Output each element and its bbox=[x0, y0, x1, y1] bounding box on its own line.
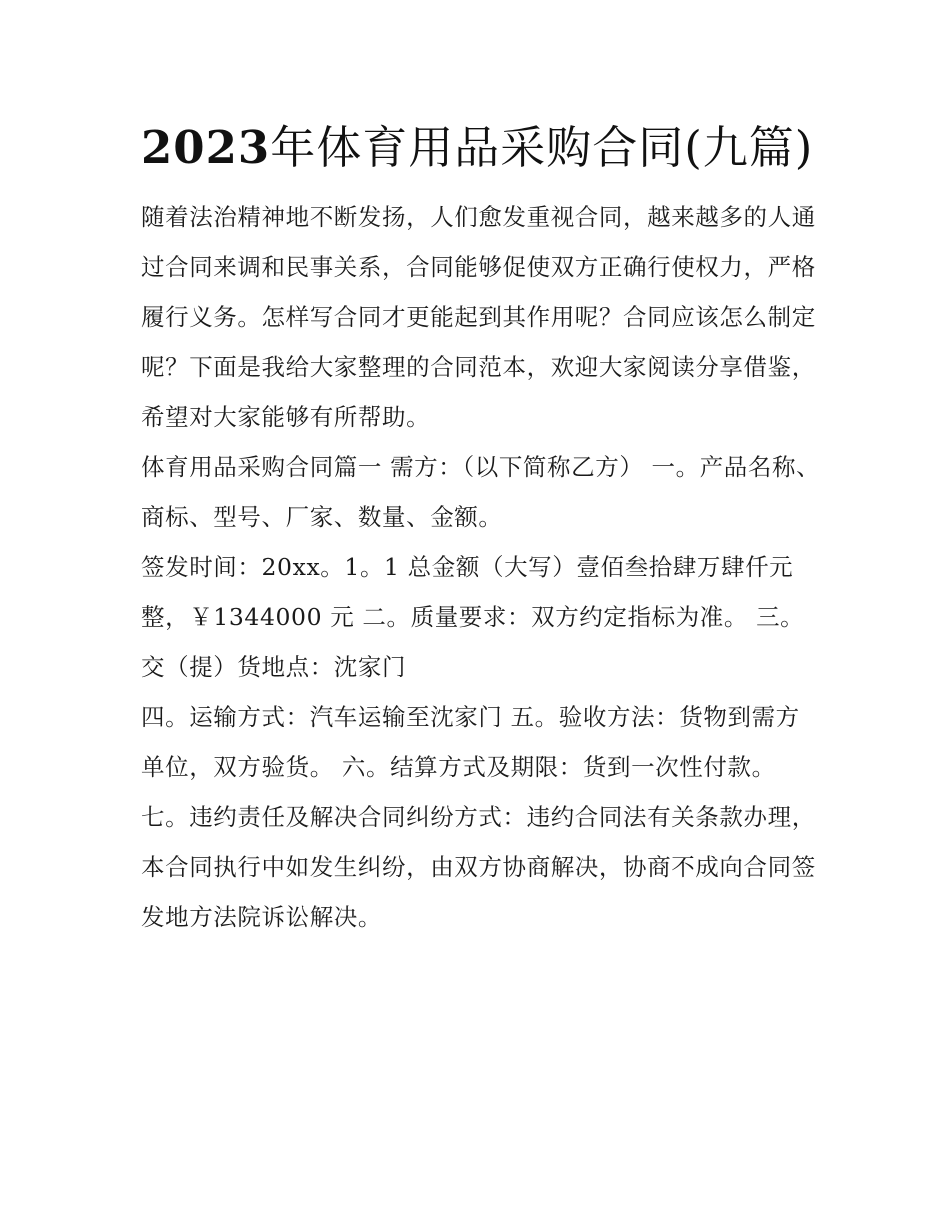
contract-paragraph-product: 体育用品采购合同篇一 需方：（以下简称乙方） 一。产品名称、商标、型号、厂家、数量、金额。 bbox=[141, 453, 821, 531]
contract-paragraph-liability: 七。违约责任及解决合同纠纷方式：违约合同法有关条款办理，本合同执行中如发生纠纷，由双方协商解决，协商不成向合同签发地方法院诉讼解决。 bbox=[141, 803, 816, 931]
title-year: 2023 bbox=[141, 121, 271, 174]
contract-paragraph-amount: 签发时间：20xx。1。1 总金额（大写）壹佰叁拾肆万肆仟元整，￥1344000 元 二。质量要求：双方约定指标为准。 三。交（提）货地点：沈家门 bbox=[141, 553, 805, 681]
contract-paragraph-transport: 四。运输方式：汽车运输至沈家门 五。验收方法：货物到需方单位，双方验货。 六。结算方式及期限：货到一次性付款。 bbox=[141, 703, 800, 781]
document-title bbox=[141, 116, 821, 180]
document-page bbox=[141, 116, 821, 942]
title-text: 年体育用品采购合同(九篇) bbox=[270, 121, 814, 174]
intro-paragraph: 随着法治精神地不断发扬，人们愈发重视合同，越来越多的人通过合同来调和民事关系，合同能够促使双方正确行使权力，严格履行义务。怎样写合同才更能起到其作用呢？合同应该怎么制定呢？下面是我给大家整理的合同范本，欢迎大家阅读分享借鉴，希望对大家能够有所帮助。 bbox=[141, 203, 816, 431]
